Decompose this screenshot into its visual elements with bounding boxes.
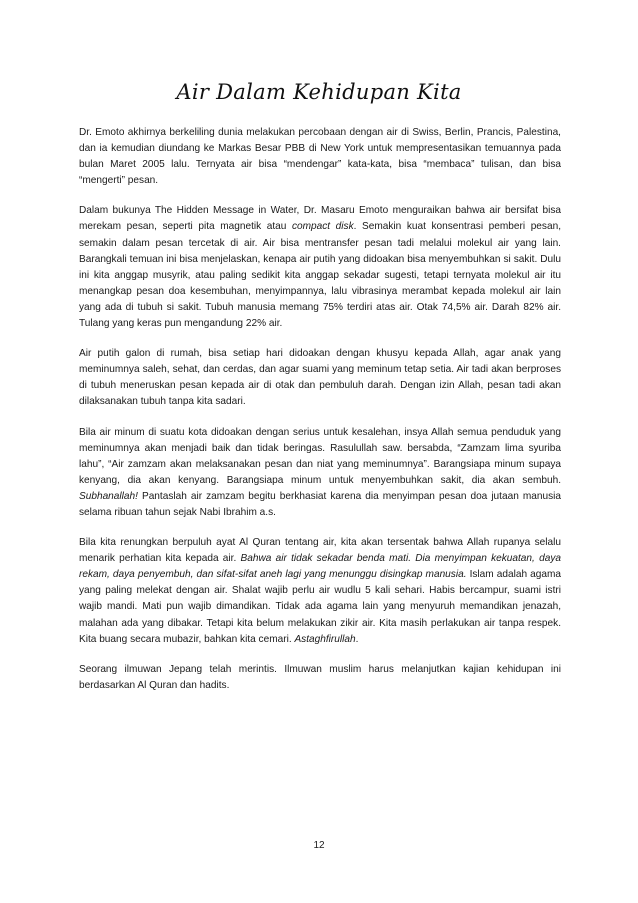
italic-text: Bahwa air tidak sekadar benda mati. Dia menyimpan kekuatan, daya rekam, daya penyembuh, dan sifat-sifat aneh lagi yang menunggu disingkap manusia. (79, 553, 561, 581)
paragraph (79, 425, 561, 522)
text-segment: . Semakin kuat konsentrasi pemberi pesan, semakin dalam pesan tercetak di air. Air bisa mentransfer pesan tadi melalui molekul air yang lain. Barangkali temuan ini bisa menjelaskan, kenapa air putih yang didoakan bisa menyembuhkan si sakit. Dulu ini kita anggap musyrik, atau paling sedikit kita anggap sekadar sugesti, tetapi ternyata molekul air itu menangkap pesan doa kesembuhan, menyimpannya, lalu vibrasinya merambat kepada molekul air lain yang ada di tubuh si sakit. Tubuh manusia memang 75% terdiri atas air. Otak 74,5% air. Darah 82% air. Tulang yang keras pun mengandung 22% air. (79, 221, 561, 330)
paragraph (79, 346, 561, 410)
paragraph (79, 662, 561, 694)
page-number: 12 (313, 840, 325, 851)
italic-text: compact disk (291, 221, 354, 233)
paragraph (79, 535, 561, 648)
text-segment: Air putih galon di rumah, bisa setiap hari didoakan dengan khusyu kepada Allah, agar anak yang meminumnya saleh, sehat, dan cerdas, dan agar suami yang meminum tetap setia. Air tadi akan berproses di tubuh meneruskan pesan kepada air di otak dan pembuluh darah. Dengan izin Allah, pesan tadi akan dilaksanakan tubuh tanpa kita sadari. (79, 348, 561, 408)
text-segment: Pantaslah air zamzam begitu berkhasiat karena dia menyimpan pesan doa jutaan manusia selama ribuan tahun sejak Nabi Ibrahim a.s. (79, 490, 561, 518)
italic-text: Subhanallah! (79, 490, 138, 502)
page-title: Air Dalam Kehidupan Kita (176, 80, 462, 104)
paragraph (79, 203, 561, 332)
text-segment: Dr. Emoto akhirnya berkeliling dunia melakukan percobaan dengan air di Swiss, Berlin, Prancis, Palestina, dan ia kemudian diundang ke Markas Besar PBB di New York untuk mempresentasikan temuannya pada bulan Maret 2005 lalu. Ternyata air bisa “mendengar” kata-kata, bisa “membaca” tulisan, dan bisa “mengerti” pesan. (79, 127, 561, 187)
body-text (79, 125, 561, 708)
text-segment: Bila air minum di suatu kota didoakan dengan serius untuk kesalehan, insya Allah semua penduduk yang meminumnya akan menjadi baik dan tidak beringas. Rasulullah saw. bersabda, “Zamzam lima syuriba lahu”, “Air zamzam akan melaksanakan pesan dan niat yang meminumnya”. Barangsiapa minum supaya kenyang, dia akan kenyang. Barangsiapa minum untuk menyembuhkan sakit, dia akan sembuh. (79, 426, 561, 486)
text-segment: Bila kita renungkan berpuluh ayat Al Quran tentang air, kita akan tersentak bahwa Allah rupanya selalu menarik perhatian kita kepada air. (79, 537, 561, 565)
paragraph (79, 125, 561, 189)
italic-text: Astaghfirullah (294, 633, 356, 645)
text-segment: Dalam bukunya The Hidden Message in Water, Dr. Masaru Emoto menguraikan bahwa air bersifat bisa merekam pesan, seperti pita magnetik atau (79, 205, 561, 233)
text-segment: Seorang ilmuwan Jepang telah merintis. Ilmuwan muslim harus melanjutkan kajian kehidupan ini berdasarkan Al Quran dan hadits. (79, 663, 561, 691)
text-segment: Islam adalah agama yang paling melekat dengan air. Shalat wajib perlu air wudlu 5 kali sehari. Habis bercampur, suami istri wajib mandi. Mati pun wajib dimandikan. Tidak ada agama lain yang menyuruh memandikan jenazah, malahan ada yang dibakar. Tetapi kita belum melakukan zikir air. Kita masih perlakukan air tanpa respek. Kita buang secara mubazir, bahkan kita cemari. (79, 569, 561, 645)
text-segment: . (355, 633, 359, 645)
